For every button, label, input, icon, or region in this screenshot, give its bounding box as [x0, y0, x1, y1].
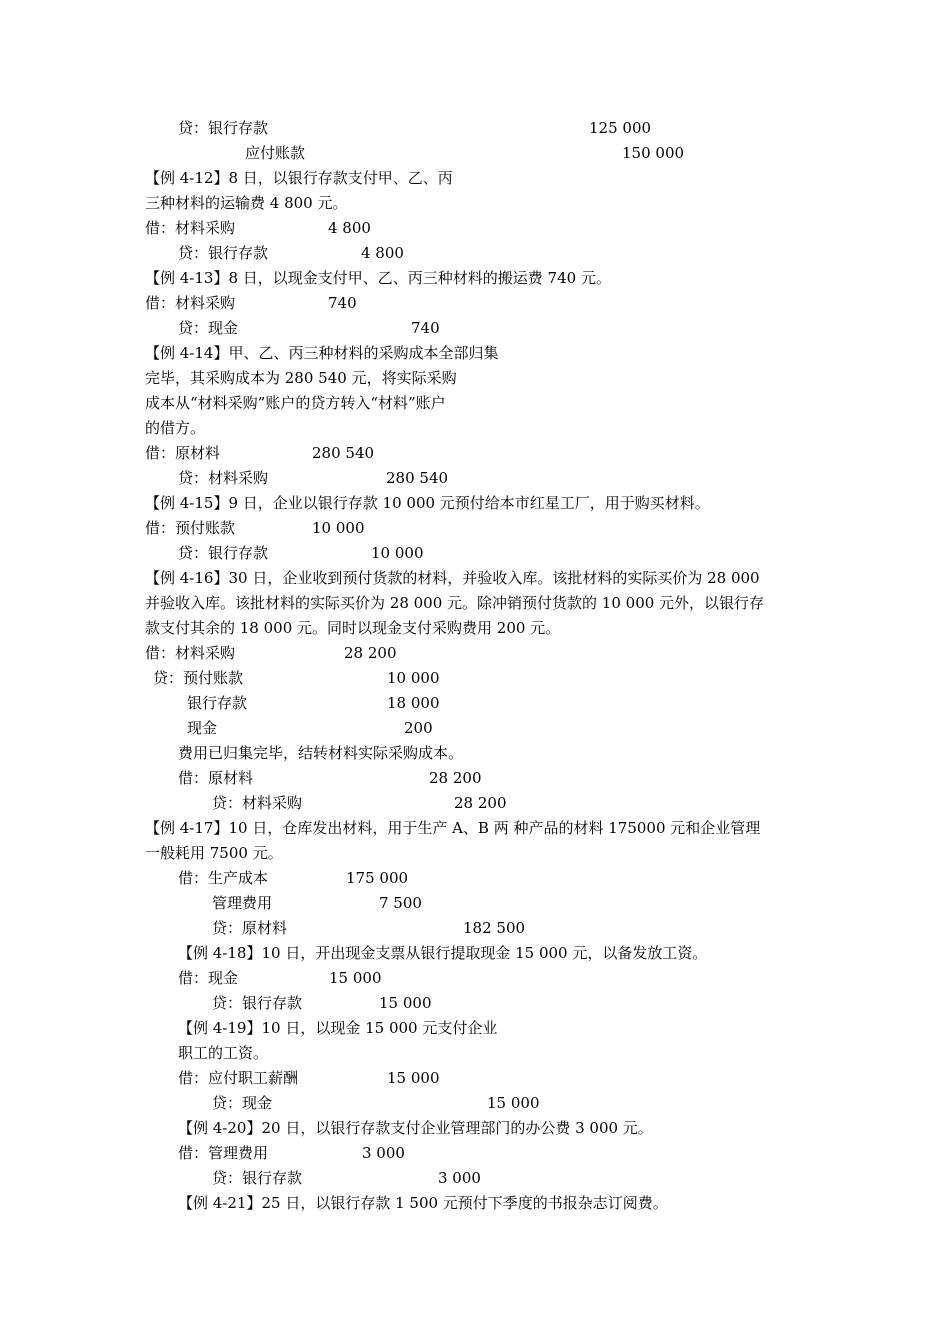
text-line: 并验收入库。该批材料的实际买价为 28 000 元。除冲销预付货款的 10 000 元外，以银行存 — [145, 594, 765, 612]
amount: 4 800 — [328, 219, 371, 237]
text-line: 贷：现金 — [178, 319, 239, 337]
amount: 28 200 — [344, 644, 397, 662]
text-line: 完毕，其采购成本为 280 540 元，将实际采购 — [145, 369, 457, 387]
amount: 182 500 — [463, 919, 526, 937]
amount: 10 000 — [312, 519, 365, 537]
amount: 280 540 — [312, 444, 375, 462]
text-line: 一般耗用 7500 元。 — [145, 844, 283, 862]
amount: 280 540 — [386, 469, 449, 487]
text-line: 三种材料的运输费 4 800 元。 — [145, 194, 348, 212]
amount: 28 200 — [454, 794, 507, 812]
text-line: 应付账款 — [245, 144, 306, 162]
amount: 28 200 — [429, 769, 482, 787]
amount: 150 000 — [622, 144, 685, 162]
text-line: 【例 4-15】9 日，企业以银行存款 10 000 元预付给本市红星工厂，用于购买材料。 — [145, 494, 710, 512]
text-line: 【例 4-13】8 日，以现金支付甲、乙、丙三种材料的搬运费 740 元。 — [145, 269, 611, 287]
text-line: 借：现金 — [178, 969, 239, 987]
text-line: 借：应付职工薪酬 — [178, 1069, 299, 1087]
amount: 200 — [404, 719, 433, 737]
text-line: 贷：材料采购 — [178, 469, 269, 487]
amount: 3 000 — [438, 1169, 481, 1187]
text-line: 成本从“材料采购”账户的贷方转入“材料”账户 — [145, 394, 446, 412]
text-line: 银行存款 — [187, 694, 248, 712]
text-line: 【例 4-19】10 日，以现金 15 000 元支付企业 — [178, 1019, 498, 1037]
text-line: 贷：原材料 — [212, 919, 288, 937]
amount: 10 000 — [387, 669, 440, 687]
text-line: 借：材料采购 — [145, 294, 236, 312]
text-line: 贷：现金 — [212, 1094, 273, 1112]
amount: 15 000 — [329, 969, 382, 987]
amount: 18 000 — [387, 694, 440, 712]
text-line: 借：生产成本 — [178, 869, 269, 887]
text-line: 【例 4-20】20 日，以银行存款支付企业管理部门的办公费 3 000 元。 — [178, 1119, 653, 1137]
text-line: 借：管理费用 — [178, 1144, 269, 1162]
amount: 3 000 — [362, 1144, 405, 1162]
amount: 15 000 — [487, 1094, 540, 1112]
amount: 175 000 — [346, 869, 409, 887]
text-line: 贷：银行存款 — [212, 1169, 303, 1187]
amount: 7 500 — [379, 894, 422, 912]
amount: 125 000 — [589, 119, 652, 137]
text-line: 的借方。 — [145, 419, 206, 437]
text-line: 【例 4-18】10 日，开出现金支票从银行提取现金 15 000 元，以备发放工资。 — [178, 944, 708, 962]
text-line: 贷：银行存款 — [178, 544, 269, 562]
amount: 740 — [328, 294, 357, 312]
text-line: 贷：银行存款 — [212, 994, 303, 1012]
text-line: 借：原材料 — [178, 769, 254, 787]
text-line: 管理费用 — [212, 894, 273, 912]
amount: 15 000 — [379, 994, 432, 1012]
text-line: 【例 4-17】10 日，仓库发出材料，用于生产 A、B 两 种产品的材料 175000 元和企业管理 — [145, 819, 761, 837]
amount: 4 800 — [361, 244, 404, 262]
text-line: 款支付其余的 18 000 元。同时以现金支付采购费用 200 元。 — [145, 619, 561, 637]
text-line: 职工的工资。 — [178, 1044, 269, 1062]
text-line: 贷：银行存款 — [178, 244, 269, 262]
text-line: 现金 — [187, 719, 218, 737]
text-line: 借：材料采购 — [145, 644, 236, 662]
text-line: 【例 4-12】8 日，以银行存款支付甲、乙、丙 — [145, 169, 453, 187]
text-line: 【例 4-21】25 日，以银行存款 1 500 元预付下季度的书报杂志订阅费。 — [178, 1194, 668, 1212]
text-line: 贷：材料采购 — [212, 794, 303, 812]
text-line: 【例 4-16】30 日，企业收到预付货款的材料，并验收入库。该批材料的实际买价为 28 000 — [145, 569, 760, 587]
text-line: 借：材料采购 — [145, 219, 236, 237]
text-line: 借：预付账款 — [145, 519, 236, 537]
amount: 10 000 — [371, 544, 424, 562]
text-line: 费用已归集完毕，结转材料实际采购成本。 — [178, 744, 464, 762]
text-line: 贷：预付账款 — [153, 669, 244, 687]
text-line: 【例 4-14】甲、乙、丙三种材料的采购成本全部归集 — [145, 344, 499, 362]
amount: 15 000 — [387, 1069, 440, 1087]
text-line: 贷：银行存款 — [178, 119, 269, 137]
amount: 740 — [411, 319, 440, 337]
text-line: 借：原材料 — [145, 444, 221, 462]
